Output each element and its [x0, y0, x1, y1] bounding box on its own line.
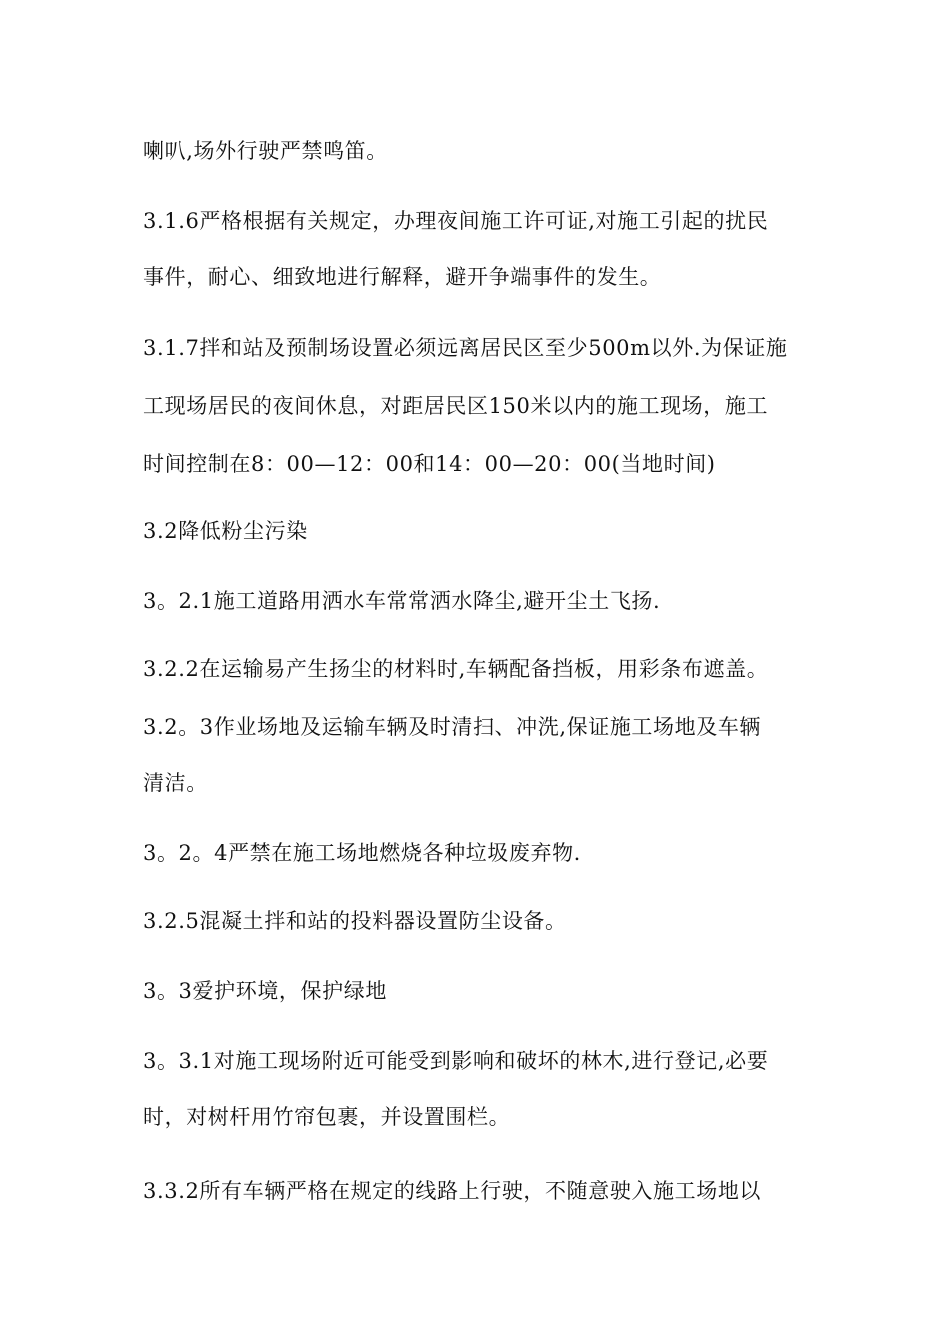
text-line: 清洁。 — [143, 771, 208, 795]
text-line: 3。2。4严禁在施工场地燃烧各种垃圾废弃物. — [143, 841, 581, 865]
text-line: 3.1.6严格根据有关规定，办理夜间施工许可证,对施工引起的扰民 — [143, 209, 769, 233]
section-heading: 3。3爱护环境，保护绿地 — [143, 979, 387, 1003]
text-line: 时间控制在8：00—12：00和14：00—20：00(当地时间) — [143, 452, 716, 476]
section-heading: 3.2降低粉尘污染 — [143, 519, 308, 543]
text-line: 3.2。3作业场地及运输车辆及时清扫、冲洗,保证施工场地及车辆 — [143, 715, 762, 739]
text-line: 3.2.5混凝土拌和站的投料器设置防尘设备。 — [143, 909, 567, 933]
text-line: 喇叭,场外行驶严禁鸣笛。 — [143, 139, 388, 163]
text-line: 时，对树杆用竹帘包裹，并设置围栏。 — [143, 1105, 511, 1129]
text-line: 事件，耐心、细致地进行解释，避开争端事件的发生。 — [143, 265, 662, 289]
text-line: 3.1.7拌和站及预制场设置必须远离居民区至少500m以外.为保证施 — [143, 336, 788, 360]
text-line: 3.2.2在运输易产生扬尘的材料时,车辆配备挡板，用彩条布遮盖。 — [143, 657, 769, 681]
text-line: 3。2.1施工道路用洒水车常常洒水降尘,避开尘土飞扬. — [143, 589, 661, 613]
text-line: 工现场居民的夜间休息，对距居民区150米以内的施工现场，施工 — [143, 394, 769, 418]
text-line: 3。3.1对施工现场附近可能受到影响和破坏的林木,进行登记,必要 — [143, 1049, 769, 1073]
text-line: 3.3.2所有车辆严格在规定的线路上行驶，不随意驶入施工场地以 — [143, 1179, 762, 1203]
